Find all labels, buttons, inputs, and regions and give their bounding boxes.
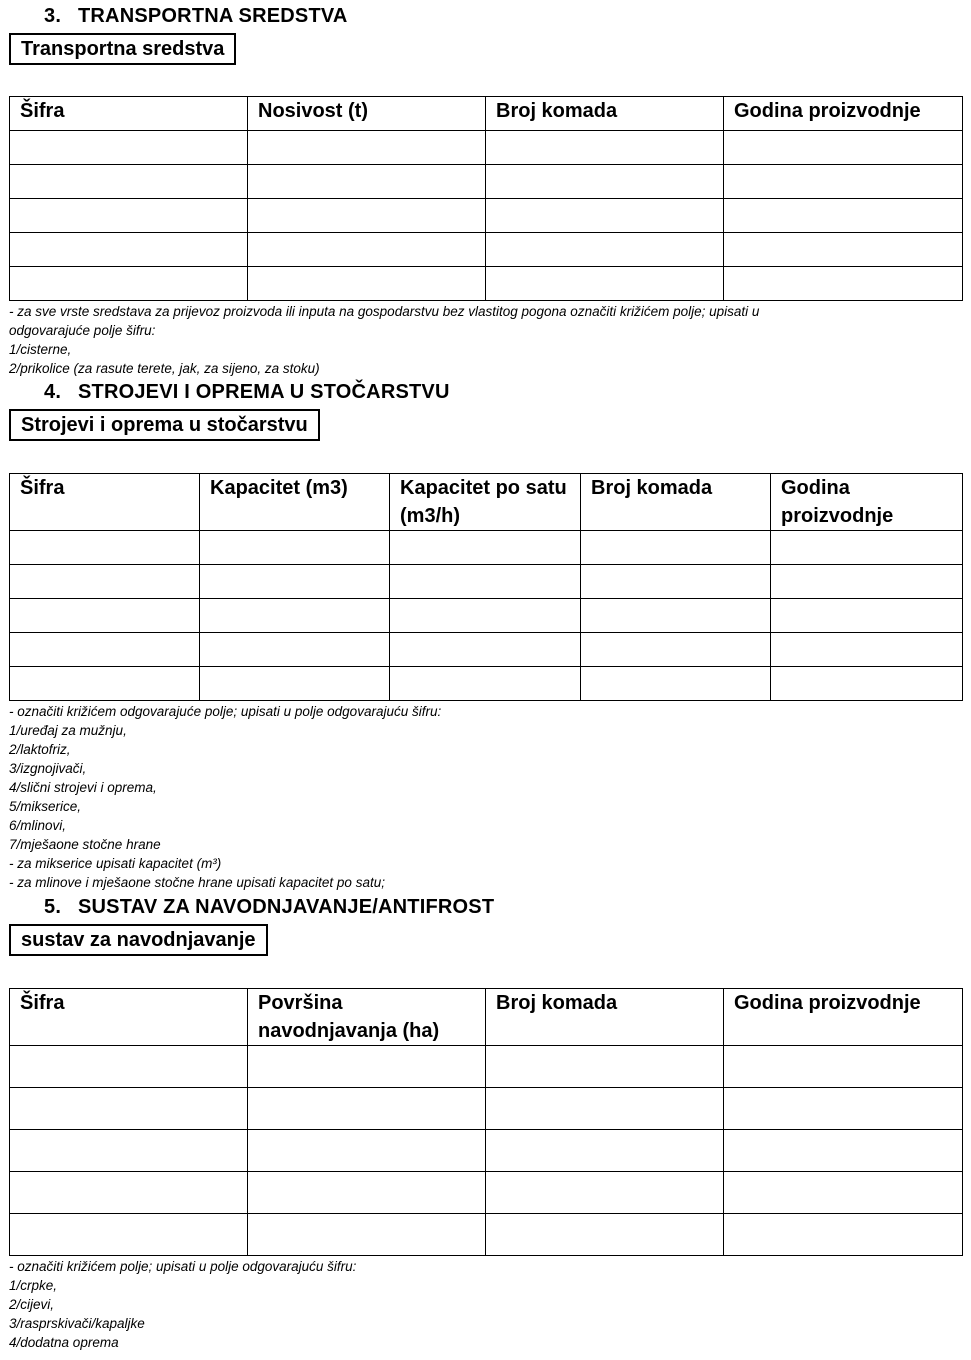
input-cell[interactable] — [771, 667, 963, 701]
section5-number: 5. — [44, 896, 62, 918]
input-cell[interactable] — [10, 1130, 248, 1172]
input-cell[interactable] — [10, 633, 200, 667]
input-cell[interactable] — [581, 531, 771, 565]
input-cell[interactable] — [724, 199, 963, 233]
input-cell[interactable] — [248, 1214, 486, 1256]
section3-notes — [9, 302, 759, 378]
section4-title: STROJEVI I OPREMA U STOČARSTVU — [78, 381, 450, 403]
note-line: 3/izgnojivači, — [9, 761, 87, 776]
input-cell[interactable] — [486, 1046, 724, 1088]
input-cell[interactable] — [248, 1088, 486, 1130]
column-header: Godina proizvodnje — [724, 989, 963, 1046]
input-cell[interactable] — [390, 633, 581, 667]
input-cell[interactable] — [10, 531, 200, 565]
input-cell[interactable] — [10, 131, 248, 165]
input-cell[interactable] — [10, 1214, 248, 1256]
table-row — [10, 267, 963, 301]
note-line: 2/cijevi, — [9, 1297, 55, 1312]
input-cell[interactable] — [10, 1046, 248, 1088]
input-cell[interactable] — [771, 599, 963, 633]
input-cell[interactable] — [10, 599, 200, 633]
column-header: Šifra — [10, 989, 248, 1046]
column-header: Šifra — [10, 97, 248, 131]
input-cell[interactable] — [486, 233, 724, 267]
input-cell[interactable] — [248, 1172, 486, 1214]
input-cell[interactable] — [10, 199, 248, 233]
input-cell[interactable] — [724, 1214, 963, 1256]
input-cell[interactable] — [724, 1172, 963, 1214]
table-row — [10, 1046, 963, 1088]
input-cell[interactable] — [581, 667, 771, 701]
column-header: Godina proizvodnje — [771, 474, 963, 531]
input-cell[interactable] — [200, 667, 390, 701]
table-row — [10, 599, 963, 633]
note-line: 2/prikolice (za rasute terete, jak, za sijeno, za stoku) — [9, 361, 320, 376]
table-header-row — [10, 474, 963, 531]
table-row — [10, 531, 963, 565]
note-line: 4/dodatna oprema — [9, 1335, 119, 1350]
note-line: 5/mikserice, — [9, 799, 82, 814]
table-row — [10, 131, 963, 165]
table-row — [10, 633, 963, 667]
input-cell[interactable] — [10, 565, 200, 599]
column-header: Površina navodnjavanja (ha) — [248, 989, 486, 1046]
input-cell[interactable] — [390, 531, 581, 565]
input-cell[interactable] — [486, 267, 724, 301]
input-cell[interactable] — [390, 565, 581, 599]
table-row — [10, 1172, 963, 1214]
column-header: Kapacitet (m3) — [200, 474, 390, 531]
section4-box-label: Strojevi i oprema u stočarstvu — [9, 409, 320, 441]
note-line: 1/cisterne, — [9, 342, 72, 357]
note-line: 4/slični strojevi i oprema, — [9, 780, 157, 795]
table-row — [10, 233, 963, 267]
section4-notes — [9, 702, 441, 892]
input-cell[interactable] — [724, 131, 963, 165]
table-row — [10, 165, 963, 199]
note-line: - za sve vrste sredstava za prijevoz proizvoda ili inputa na gospodarstvu bez vlastitog pogona označiti križićem polje; upisati u — [9, 304, 760, 319]
note-line: 7/mješaone stočne hrane — [9, 837, 161, 852]
column-header: Šifra — [10, 474, 200, 531]
column-header: Broj komada — [581, 474, 771, 531]
input-cell[interactable] — [200, 633, 390, 667]
input-cell[interactable] — [581, 599, 771, 633]
note-line: - označiti križićem polje; upisati u polje odgovarajuću šifru: — [9, 1259, 357, 1274]
input-cell[interactable] — [486, 1130, 724, 1172]
column-header: Nosivost (t) — [248, 97, 486, 131]
column-header: Broj komada — [486, 97, 724, 131]
table-row — [10, 1214, 963, 1256]
section3-number: 3. — [44, 5, 62, 27]
input-cell[interactable] — [724, 1088, 963, 1130]
column-header: Broj komada — [486, 989, 724, 1046]
column-header: Godina proizvodnje — [724, 97, 963, 131]
section4-number: 4. — [44, 381, 62, 403]
input-cell[interactable] — [724, 165, 963, 199]
section3-box-label: Transportna sredstva — [9, 33, 236, 65]
input-cell[interactable] — [581, 633, 771, 667]
table-header-row — [10, 989, 963, 1046]
input-cell[interactable] — [248, 267, 486, 301]
input-cell[interactable] — [10, 165, 248, 199]
input-cell[interactable] — [771, 633, 963, 667]
table-row — [10, 199, 963, 233]
input-cell[interactable] — [581, 565, 771, 599]
input-cell[interactable] — [10, 1088, 248, 1130]
input-cell[interactable] — [200, 531, 390, 565]
input-cell[interactable] — [724, 267, 963, 301]
section5-heading — [44, 896, 494, 919]
table-row — [10, 1130, 963, 1172]
input-cell[interactable] — [486, 1172, 724, 1214]
note-line: 1/uređaj za mužnju, — [9, 723, 127, 738]
input-cell[interactable] — [771, 531, 963, 565]
input-cell[interactable] — [724, 233, 963, 267]
input-cell[interactable] — [248, 233, 486, 267]
column-header: Kapacitet po satu (m3/h) — [390, 474, 581, 531]
section3-title: TRANSPORTNA SREDSTVA — [78, 5, 348, 27]
input-cell[interactable] — [486, 199, 724, 233]
table-header-row — [10, 97, 963, 131]
input-cell[interactable] — [724, 1046, 963, 1088]
input-cell[interactable] — [486, 131, 724, 165]
input-cell[interactable] — [248, 165, 486, 199]
note-line: - za mikserice upisati kapacitet (m³) — [9, 856, 222, 871]
transport-table — [9, 96, 963, 301]
table-row — [10, 667, 963, 701]
section5-box-label: sustav za navodnjavanje — [9, 924, 268, 956]
input-cell[interactable] — [390, 599, 581, 633]
table-row — [10, 1088, 963, 1130]
input-cell[interactable] — [248, 131, 486, 165]
input-cell[interactable] — [486, 165, 724, 199]
irrigation-table — [9, 988, 963, 1256]
note-line: 6/mlinovi, — [9, 818, 67, 833]
input-cell[interactable] — [10, 267, 248, 301]
note-line: - označiti križićem odgovarajuće polje; upisati u polje odgovarajuću šifru: — [9, 704, 442, 719]
input-cell[interactable] — [10, 1172, 248, 1214]
input-cell[interactable] — [10, 233, 248, 267]
table-row — [10, 565, 963, 599]
input-cell[interactable] — [200, 599, 390, 633]
input-cell[interactable] — [248, 199, 486, 233]
input-cell[interactable] — [10, 667, 200, 701]
livestock-equipment-table — [9, 473, 963, 701]
input-cell[interactable] — [771, 565, 963, 599]
note-line: 1/crpke, — [9, 1278, 58, 1293]
input-cell[interactable] — [724, 1130, 963, 1172]
input-cell[interactable] — [248, 1130, 486, 1172]
section4-heading — [44, 381, 450, 404]
section3-heading — [44, 5, 348, 28]
note-line: odgovarajuće polje šifru: — [9, 323, 156, 338]
input-cell[interactable] — [486, 1214, 724, 1256]
input-cell[interactable] — [486, 1088, 724, 1130]
section5-title: SUSTAV ZA NAVODNJAVANJE/ANTIFROST — [78, 896, 495, 918]
note-line: 3/rasprskivači/kapaljke — [9, 1316, 145, 1331]
note-line: - za mlinove i mješaone stočne hrane upisati kapacitet po satu; — [9, 875, 385, 890]
input-cell[interactable] — [390, 667, 581, 701]
note-line: 2/laktofriz, — [9, 742, 71, 757]
input-cell[interactable] — [200, 565, 390, 599]
input-cell[interactable] — [248, 1046, 486, 1088]
section5-notes — [9, 1257, 356, 1352]
